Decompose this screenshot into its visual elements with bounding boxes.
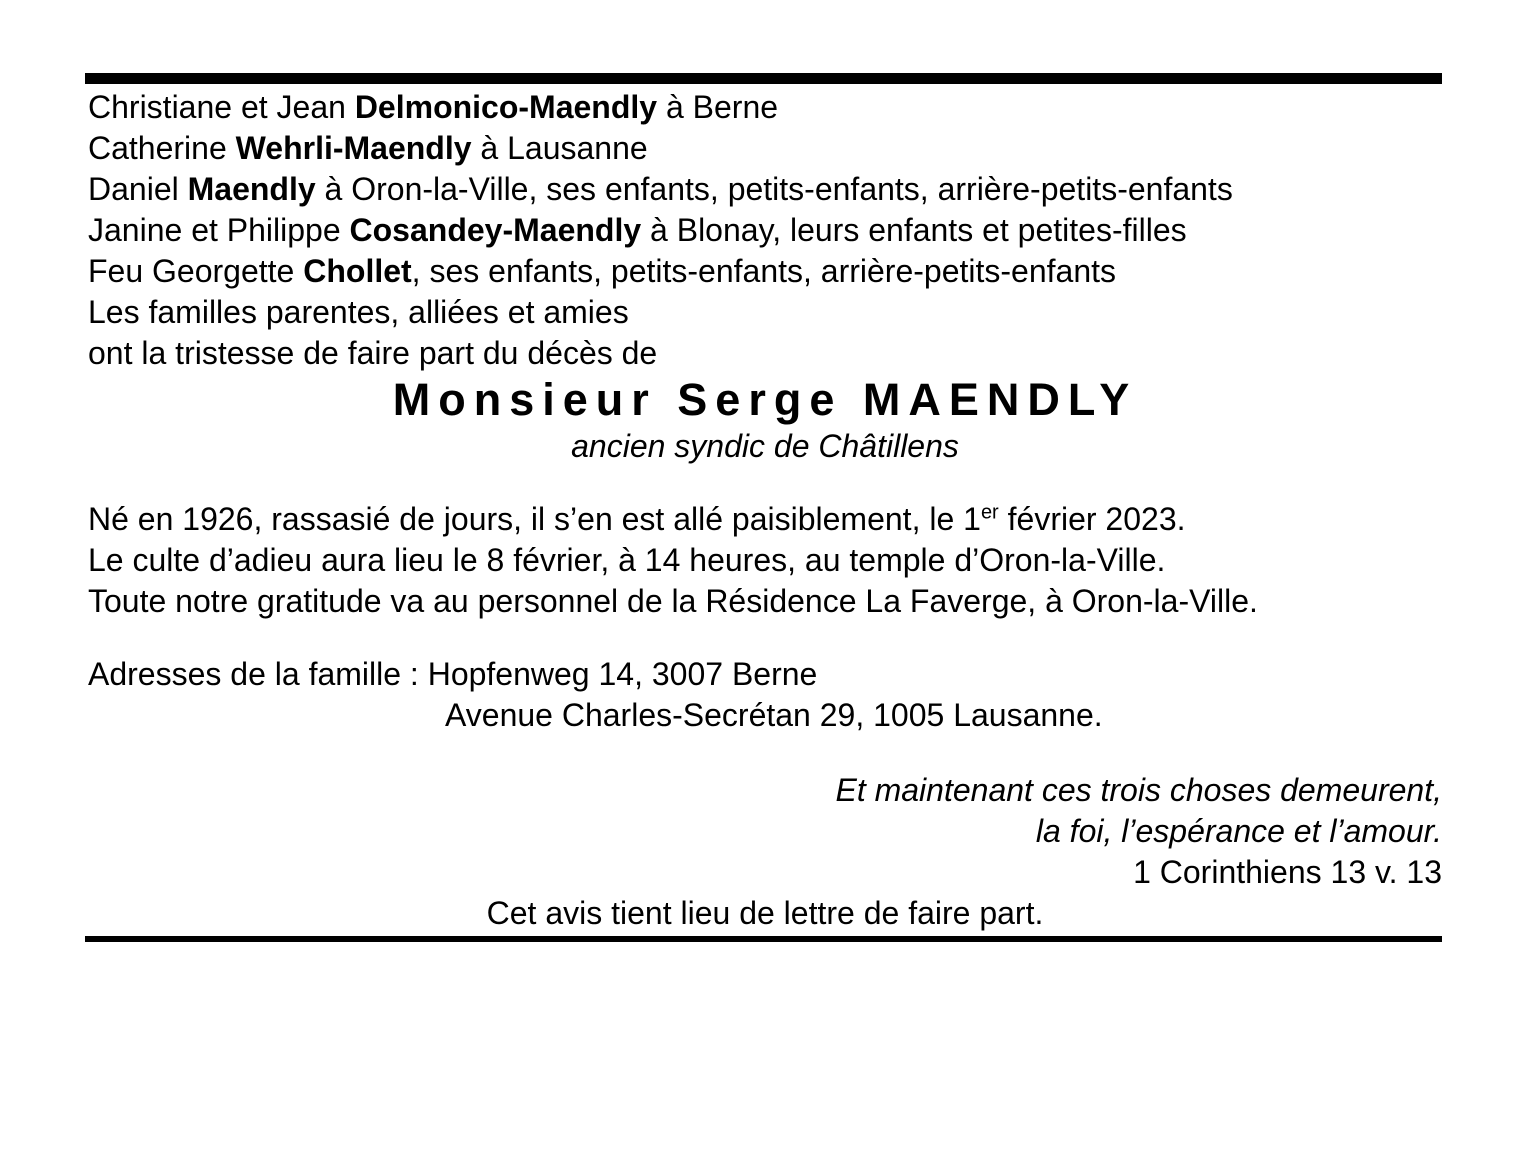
family-line-post: , ses enfants, petits-enfants, arrière-petits-enfants xyxy=(411,253,1117,289)
quote-line-1: Et maintenant ces trois choses demeurent, xyxy=(835,772,1442,808)
address-line-2: Avenue Charles-Secrétan 29, 1005 Lausanne. xyxy=(445,697,1103,733)
footer-note: Cet avis tient lieu de lettre de faire part. xyxy=(486,895,1044,931)
family-line-name: Chollet xyxy=(303,253,412,289)
family-line-pre: Janine et Philippe xyxy=(88,212,350,248)
family-line-post: à Berne xyxy=(657,89,779,125)
notice-line-gratitude: Toute notre gratitude va au personnel de la Résidence La Faverge, à Oron-la-Ville. xyxy=(88,583,1258,619)
deceased-subtitle: ancien syndic de Châtillens xyxy=(571,428,959,464)
family-line xyxy=(88,251,1442,292)
family-line-pre: Christiane et Jean xyxy=(88,89,355,125)
family-line-pre: Catherine xyxy=(88,130,236,166)
family-line xyxy=(88,128,1442,169)
ordinal-superscript: er xyxy=(980,501,999,524)
quote-block xyxy=(88,770,1442,893)
birth-text-end: février 2023. xyxy=(998,501,1186,537)
family-line xyxy=(88,292,1442,333)
family-line xyxy=(88,210,1442,251)
family-line xyxy=(88,169,1442,210)
address-line-1: Adresses de la famille : Hopfenweg 14, 3007 Berne xyxy=(88,656,818,692)
quote-line-2: la foi, l’espérance et l’amour. xyxy=(1035,813,1442,849)
family-line-post: à Oron-la-Ville, ses enfants, petits-enfants, arrière-petits-enfants xyxy=(315,171,1233,207)
family-line-post: à Blonay, leurs enfants et petites-filles xyxy=(641,212,1187,248)
notice-content xyxy=(88,84,1442,934)
family-block xyxy=(88,87,1442,374)
top-rule xyxy=(85,73,1442,84)
bottom-rule xyxy=(85,936,1442,942)
deceased-name: Monsieur Serge MAENDLY xyxy=(392,374,1138,425)
family-line-name: Cosandey-Maendly xyxy=(349,212,642,248)
family-line-pre: ont la tristesse de faire part du décès de xyxy=(88,335,658,371)
quote-reference: 1 Corinthiens 13 v. 13 xyxy=(1133,854,1442,890)
family-line xyxy=(88,333,1442,374)
notice-line-birth xyxy=(88,499,1442,540)
family-line-pre: Feu Georgette xyxy=(88,253,304,289)
death-notice-page xyxy=(0,73,1540,942)
family-line-name: Delmonico-Maendly xyxy=(354,89,658,125)
family-line-post: à Lausanne xyxy=(471,130,648,166)
family-line-name: Maendly xyxy=(187,171,316,207)
address-block xyxy=(88,654,1442,736)
birth-text: Né en 1926, rassasié de jours, il s’en est allé paisiblement, le 1 xyxy=(88,501,981,537)
notice-block xyxy=(88,499,1442,622)
family-line-name: Wehrli-Maendly xyxy=(235,130,472,166)
family-line-pre: Daniel xyxy=(88,171,188,207)
family-line xyxy=(88,87,1442,128)
notice-line-ceremony: Le culte d’adieu aura lieu le 8 février, à 14 heures, au temple d’Oron-la-Ville. xyxy=(88,542,1166,578)
family-line-pre: Les familles parentes, alliées et amies xyxy=(88,294,629,330)
